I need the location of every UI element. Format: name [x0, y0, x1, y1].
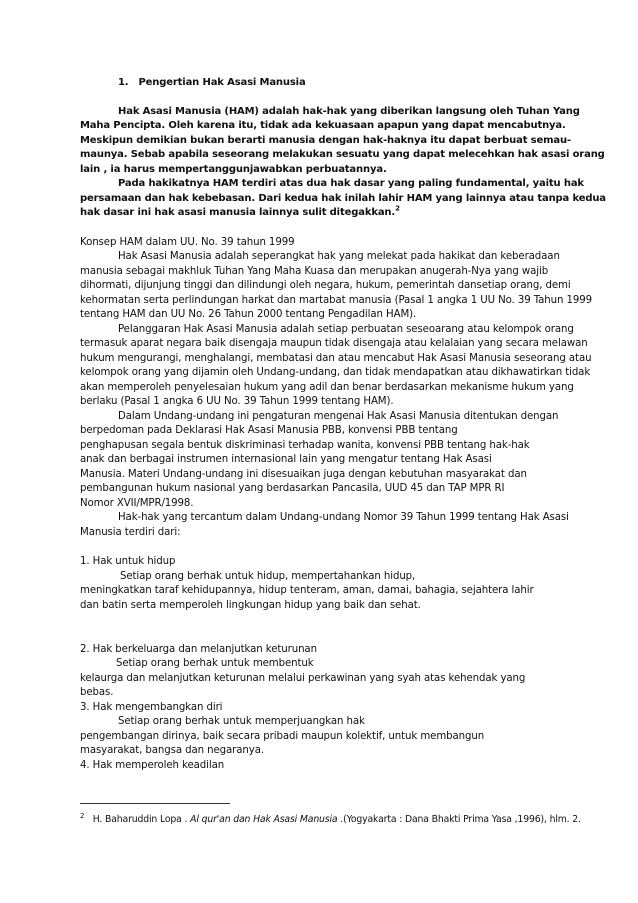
- list-item-text: dan batin serta memperoleh lingkungan hidup yang baik dan sehat.: [80, 600, 421, 611]
- body-line: pembangunan hukum nasional yang berdasarkan Pancasila, UUD 45 dan TAP MPR RI: [80, 483, 505, 494]
- bold-para-line-last: [80, 206, 400, 220]
- body-line: Manusia terdiri dari:: [80, 527, 181, 538]
- body-line: berlaku (Pasal 1 angka 6 UU No. 39 Tahun 1999 tentang HAM).: [80, 396, 394, 407]
- list-item-text: Setiap orang berhak untuk memperjuangkan hak: [118, 716, 365, 727]
- list-item-text: masyarakat, bangsa dan negaranya.: [80, 745, 264, 756]
- bold-para-line: Maha Pencipta. Oleh karena itu, tidak ada kekuasaan apapun yang dapat mencabutnya.: [80, 120, 566, 131]
- body-line: Hak Asasi Manusia adalah seperangkat hak yang melekat pada hakikat dan keberadaan: [118, 251, 560, 262]
- list-item-heading: 2. Hak berkeluarga dan melanjutkan keturunan: [80, 644, 317, 655]
- list-item-heading: 3. Hak mengembangkan diri: [80, 702, 223, 713]
- body-line: Pelanggaran Hak Asasi Manusia adalah setiap perbuatan seseoarang atau kelompok orang: [118, 324, 574, 335]
- bold-para-line: Pada hakikatnya HAM terdiri atas dua hak dasar yang paling fundamental, yaitu hak: [118, 178, 584, 189]
- body-line: Hak-hak yang tercantum dalam Undang-undang Nomor 39 Tahun 1999 tentang Hak Asasi: [118, 512, 569, 523]
- footnote-author: H. Baharuddin Lopa .: [92, 814, 188, 825]
- list-item-text: Setiap orang berhak untuk membentuk: [116, 658, 314, 669]
- list-item-text: Setiap orang berhak untuk hidup, mempertahankan hidup,: [120, 571, 416, 582]
- body-line: hukum mengurangi, menghalangi, membatasi dan atau mencabut Hak Asasi Manusia seseorang atau: [80, 353, 592, 364]
- footnote-marker: 2: [80, 811, 85, 820]
- section-heading: [118, 76, 306, 90]
- body-line: penghapusan segala bentuk diskriminasi terhadap wanita, konvensi PBB tentang hak-hak: [80, 440, 530, 451]
- bold-para-line: maunya. Sebab apabila seseorang melakukan sesuatu yang dapat melecehkan hak asasi orang: [80, 149, 605, 160]
- list-item-text: kelaurga dan melanjutkan keturunan melalui perkawinan yang syah atas kehendak yang: [80, 673, 526, 684]
- body-line: Manusia. Materi Undang-undang ini disesuaikan juga dengan kebutuhan masyarakat dan: [80, 469, 527, 480]
- body-line: manusia sebagai makhluk Tuhan Yang Maha Kuasa dan merupakan anugerah-Nya yang wajib: [80, 266, 549, 277]
- bold-para-text: hak dasar ini hak asasi manusia lainnya sulit ditegakkan.: [80, 207, 396, 218]
- bold-para-line: lain , ia harus mempertanggunjawabkan perbuatannya.: [80, 164, 387, 175]
- body-line: kelompok orang yang dijamin oleh Undang-undang, dan tidak mendapatkan atau dikhawatirkan tidak: [80, 367, 591, 378]
- list-item-text: meningkatkan taraf kehidupannya, hidup tenteram, aman, damai, bahagia, sejahtera lahir: [80, 585, 534, 596]
- list-item-text: bebas.: [80, 687, 114, 698]
- footnote-reference: 2: [395, 204, 400, 213]
- list-item-heading: 1. Hak untuk hidup: [80, 556, 176, 567]
- body-line: berpedoman pada Deklarasi Hak Asasi Manusia PBB, konvensi PBB tentang: [80, 425, 458, 436]
- body-line: tentang HAM dan UU No. 26 Tahun 2000 tentang Pengadilan HAM).: [80, 309, 417, 320]
- heading-number: 1.: [118, 77, 129, 88]
- body-line: Nomor XVII/MPR/1998.: [80, 498, 194, 509]
- body-line: Dalam Undang-undang ini pengaturan mengenai Hak Asasi Manusia ditentukan dengan: [118, 411, 559, 422]
- body-line: dihormati, dijunjung tinggi dan dilindungi oleh negara, hukum, pemerintah dansetiap orang, demi: [80, 280, 571, 291]
- footnote-divider: [80, 803, 230, 804]
- bold-para-line: persamaan dan hak kebebasan. Dari kedua hak inilah lahir HAM yang lainnya atau tanpa kedua: [80, 193, 606, 204]
- body-line: anak dan berbagai instrumen internasional lain yang mengatur tentang Hak Asasi: [80, 454, 492, 465]
- footnote: [80, 811, 581, 826]
- list-item-text: pengembangan dirinya, baik secara pribadi maupun kolektif, untuk membangun: [80, 731, 485, 742]
- heading-title: Pengertian Hak Asasi Manusia: [138, 77, 306, 88]
- footnote-rest: .(Yogyakarta : Dana Bhakti Prima Yasa ,1996), hlm. 2.: [340, 814, 581, 825]
- body-line: akan memperoleh penyelesaian hukum yang adil dan benar berdasarkan mekanisme hukum yang: [80, 382, 574, 393]
- bold-para-line: Hak Asasi Manusia (HAM) adalah hak-hak yang diberikan langsung oleh Tuhan Yang: [118, 106, 580, 117]
- bold-para-line: Meskipun demikian bukan berarti manusia dengan hak-haknya itu dapat berbuat semau-: [80, 135, 571, 146]
- list-item-heading: 4. Hak memperoleh keadilan: [80, 760, 225, 771]
- body-line: kehormatan serta perlindungan harkat dan martabat manusia (Pasal 1 angka 1 UU No. 39 Tahun 1999: [80, 295, 593, 306]
- body-line: termasuk aparat negara baik disengaja maupun tidak disengaja atau kelalaian yang secara melawan: [80, 338, 588, 349]
- subheading-konsep: Konsep HAM dalam UU. No. 39 tahun 1999: [80, 237, 295, 248]
- footnote-title: Al qur'an dan Hak Asasi Manusia: [190, 814, 338, 825]
